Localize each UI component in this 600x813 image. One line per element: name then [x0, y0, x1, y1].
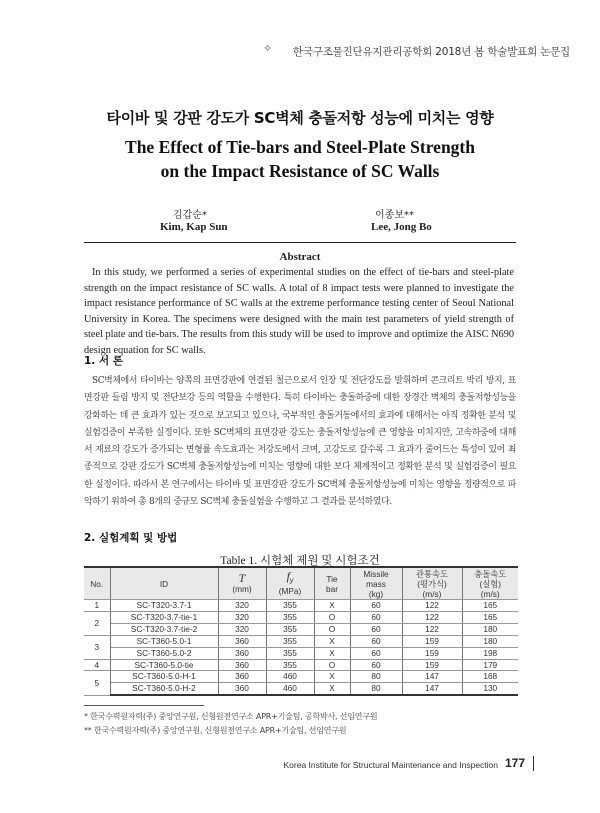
cell-thickness: 320: [218, 600, 266, 612]
table-header-row: [84, 567, 518, 600]
cell-yield-strength: 355: [266, 635, 314, 647]
section-1-text: SC벽체에서 타이바는 양쪽의 표면강판에 연결된 철근으로서 인장 및 전단강도를 발휘하며 콘크리트 박리 방지, 표면강판 들림 방지 및 전단보강 등의 역할을 수행한다. 특히 타이바는 충돌하중에 대한 장경간 벽체의 충돌저항성능을 강화하는 데 큰 효과가 있는 것으로 보고되고 있으나, 국부적인 충돌거동에서의 효과에 대해서는 아직 정확한 분석 및 실험검증이 부족한 실정이다. 또한 SC벽체의 표면강판 강도는 충돌저항성능에 큰 영향을 미치지만, 고속하중에 대해서 재료의 강도가 증가되는 변형률 속도효과는 저강도에서 크며, 고강도로 갈수록 그 효과가 줄어드는 특성이 있어 최종적으로 강판 강도가 SC벽체 충돌저항성능에 미치는 영향에 대한 보다 체계적이고 정확한 분석 및 실험검증이 필요한 실정이다. 따라서 본 연구에서는 타이바 및 표면강판 강도가 SC벽체 충돌저항성능에 미치는 영향을 정량적으로 파악하기 위하여 총 8개의 중규모 SC벽체 충돌실험을 수행하고 그 결과를 분석하였다.: [84, 376, 516, 508]
cell-missile-mass: 60: [350, 611, 402, 623]
footer-institute: Korea Institute for Structural Maintenance and Inspection: [283, 760, 498, 770]
cell-penetration-velocity: 122: [402, 600, 462, 612]
cell-penetration-velocity: 159: [402, 635, 462, 647]
footnote-1: * 한국수력원자력(주) 중앙연구원, 신형원전연구소 APR+기술팀, 공학박사, 선임연구원: [84, 712, 378, 721]
cell-missile-mass: 80: [350, 683, 402, 695]
cell-tie-bar: X: [314, 600, 350, 612]
footnote-2: ** 한국수력원자력(주) 중앙연구원, 신형원전연구소 APR+기술팀, 선임연구원: [84, 726, 347, 735]
cell-thickness: 360: [218, 647, 266, 659]
cell-yield-strength: 460: [266, 671, 314, 683]
cell-yield-strength: 355: [266, 600, 314, 612]
cell-impact-velocity: 168: [462, 671, 518, 683]
cell-yield-strength: 460: [266, 683, 314, 695]
cell-penetration-velocity: 122: [402, 611, 462, 623]
cell-id: SC-T360-5.0-H-1: [110, 671, 218, 683]
cell-missile-mass: 60: [350, 623, 402, 635]
col-header-impact-velocity: 충돌속도 (실험) (m/s): [462, 567, 518, 600]
table-row: [84, 635, 518, 647]
table-row: [84, 671, 518, 683]
cell-missile-mass: 60: [350, 635, 402, 647]
title-korean: 타이바 및 강판 강도가 SC벽체 충돌저항 성능에 미치는 영향: [106, 109, 494, 127]
cell-impact-velocity: 130: [462, 683, 518, 695]
cell-impact-velocity: 165: [462, 600, 518, 612]
abstract-text: In this study, we performed a series of experimental studies on the effect of tie-bars and steel-plate strength on the impact resistance of SC walls. A total of 8 impact tests were planned to investigate the impact resistance performance of SC walls at the extreme performance testing center of Seoul National University in Korea. The specimens were designed with the main test parameters of yield strength of steel plate and tie-bars. The results from this study will be used to improve and optimize the AISC N690 design equation for SC walls.: [84, 267, 514, 356]
cell-id: SC-T360-5.0-2: [110, 647, 218, 659]
author-1-english: Kim, Kap Sun: [160, 221, 228, 233]
table-row: [84, 623, 518, 635]
cell-penetration-velocity: 159: [402, 647, 462, 659]
cell-yield-strength: 355: [266, 647, 314, 659]
table-row: [84, 683, 518, 695]
cell-tie-bar: X: [314, 647, 350, 659]
cell-no: 2: [84, 611, 110, 635]
specimen-table: [84, 566, 518, 696]
section-2-heading: 2. 실험계획 및 방법: [84, 532, 178, 544]
cell-no: 4: [84, 659, 110, 671]
cell-penetration-velocity: 159: [402, 659, 462, 671]
footnote-rule: [84, 705, 204, 706]
cell-thickness: 360: [218, 659, 266, 671]
col-header-tie-bar: Tie bar: [314, 567, 350, 600]
col-header-id: ID: [110, 567, 218, 600]
col-header-thickness: T (mm): [218, 567, 266, 600]
cell-missile-mass: 80: [350, 671, 402, 683]
cell-tie-bar: X: [314, 683, 350, 695]
cell-yield-strength: 355: [266, 659, 314, 671]
title-english-line1: The Effect of Tie-bars and Steel-Plate Strength: [125, 137, 475, 157]
cell-no: 3: [84, 635, 110, 659]
cell-id: SC-T360-5.0-H-2: [110, 683, 218, 695]
cell-missile-mass: 60: [350, 600, 402, 612]
cell-no: 5: [84, 671, 110, 695]
journal-header: 한국구조물진단유지관리공학회 2018년 봄 학술발표회 논문집: [292, 46, 570, 58]
cell-thickness: 320: [218, 611, 266, 623]
abstract-top-rule: [84, 242, 516, 243]
abstract-heading: Abstract: [279, 251, 321, 263]
page-number: 177: [505, 756, 526, 770]
journal-logo-icon: ✧: [263, 42, 273, 55]
author-2-korean: 이종보**: [375, 210, 414, 221]
cell-yield-strength: 355: [266, 611, 314, 623]
cell-tie-bar: O: [314, 611, 350, 623]
cell-thickness: 360: [218, 635, 266, 647]
cell-penetration-velocity: 147: [402, 683, 462, 695]
title-english-line2: on the Impact Resistance of SC Walls: [160, 161, 440, 181]
cell-thickness: 360: [218, 671, 266, 683]
col-header-penetration-velocity: 관통속도 (평가식) (m/s): [402, 567, 462, 600]
cell-impact-velocity: 179: [462, 659, 518, 671]
footer-divider: [533, 756, 534, 771]
cell-tie-bar: O: [314, 659, 350, 671]
cell-id: SC-T320-3.7-tie-1: [110, 611, 218, 623]
table-row: [84, 600, 518, 612]
col-header-missile-mass: Missile mass (kg): [350, 567, 402, 600]
cell-penetration-velocity: 147: [402, 671, 462, 683]
table-row: [84, 611, 518, 623]
cell-missile-mass: 60: [350, 647, 402, 659]
section-1-heading: 1. 서 론: [84, 355, 123, 367]
cell-id: SC-T320-3.7-tie-2: [110, 623, 218, 635]
cell-tie-bar: O: [314, 623, 350, 635]
cell-id: SC-T320-3.7-1: [110, 600, 218, 612]
table-row: [84, 659, 518, 671]
cell-thickness: 320: [218, 623, 266, 635]
author-1-korean: 김갑순*: [173, 210, 207, 221]
table-caption: Table 1. 시험체 제원 및 시험조건: [220, 555, 380, 567]
cell-no: 1: [84, 600, 110, 612]
cell-thickness: 360: [218, 683, 266, 695]
cell-penetration-velocity: 122: [402, 623, 462, 635]
cell-missile-mass: 60: [350, 659, 402, 671]
col-header-no: No.: [84, 567, 110, 600]
cell-id: SC-T360-5.0-1: [110, 635, 218, 647]
cell-id: SC-T360-5.0-tie: [110, 659, 218, 671]
cell-yield-strength: 355: [266, 623, 314, 635]
table-row: [84, 647, 518, 659]
author-2-english: Lee, Jong Bo: [371, 221, 432, 233]
col-header-yield-strength: $f_y$ (MPa): [266, 567, 314, 600]
cell-impact-velocity: 198: [462, 647, 518, 659]
cell-impact-velocity: 180: [462, 635, 518, 647]
cell-tie-bar: X: [314, 635, 350, 647]
cell-impact-velocity: 165: [462, 611, 518, 623]
cell-impact-velocity: 180: [462, 623, 518, 635]
cell-tie-bar: X: [314, 671, 350, 683]
